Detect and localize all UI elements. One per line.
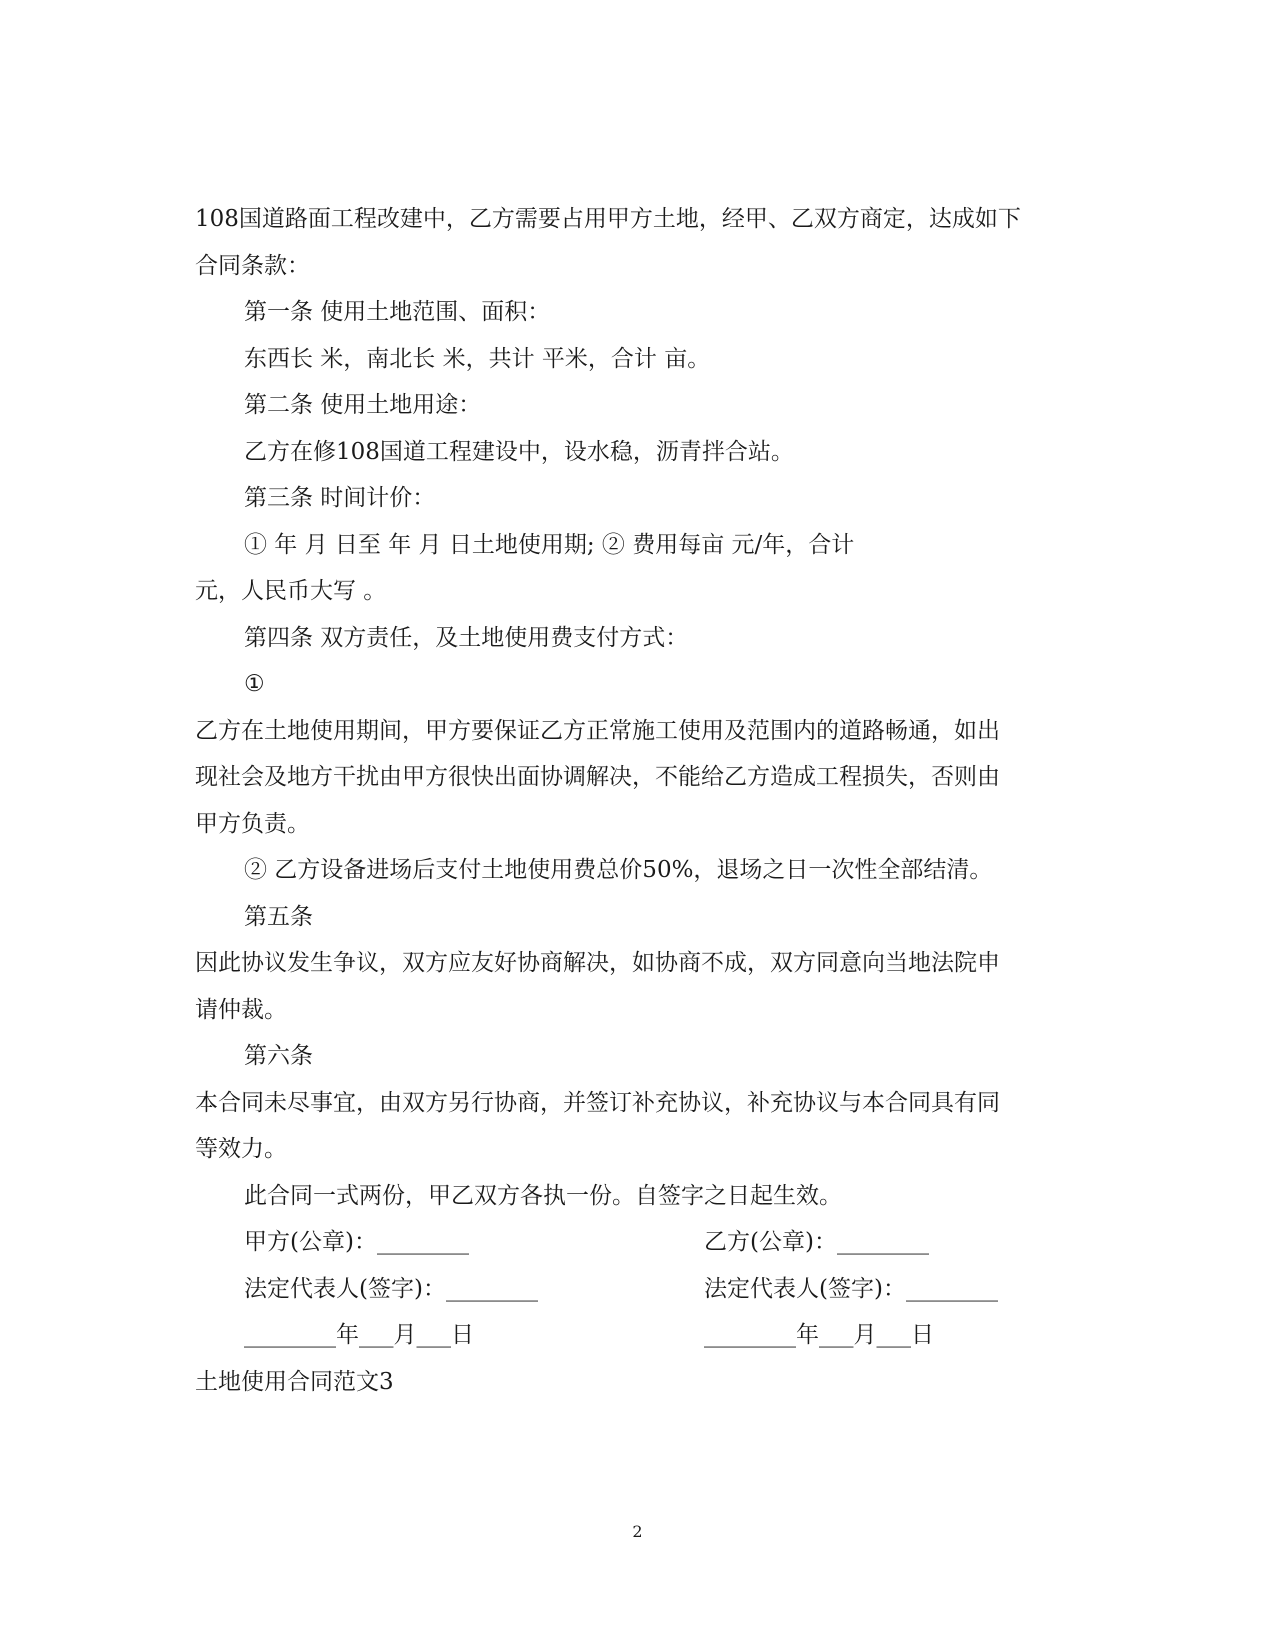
- article-3-heading: 第三条 时间计价：: [244, 485, 436, 511]
- party-b-seal-field: 乙方(公章)：________: [704, 1229, 929, 1255]
- party-a-date-field: ________年___月___日: [244, 1322, 474, 1348]
- article-4-item-1-marker: ①: [244, 671, 265, 697]
- article-4-item-1-line-2: 现社会及地方干扰由甲方很快出面协调解决，不能给乙方造成工程损失，否则由: [195, 764, 1000, 790]
- next-section-title: 土地使用合同范文3: [195, 1369, 394, 1395]
- closing-statement: 此合同一式两份，甲乙双方各执一份。自签字之日起生效。: [244, 1183, 842, 1209]
- party-a-seal-field: 甲方(公章)：________: [244, 1229, 469, 1255]
- article-5-heading: 第五条: [244, 904, 313, 930]
- article-2-body: 乙方在修108国道工程建设中，设水稳，沥青拌合站。: [244, 439, 794, 465]
- article-2-heading: 第二条 使用土地用途：: [244, 392, 482, 418]
- article-4-item-1-line-3: 甲方负责。: [195, 811, 310, 837]
- article-3-body-line-2: 元，人民币大写 。: [195, 578, 387, 604]
- article-6-heading: 第六条: [244, 1043, 313, 1069]
- paragraph-intro-line-2: 合同条款：: [195, 253, 310, 279]
- article-4-heading: 第四条 双方责任，及土地使用费支付方式：: [244, 625, 689, 651]
- party-b-representative-field: 法定代表人(签字)：________: [704, 1276, 998, 1302]
- party-b-date-field: ________年___月___日: [704, 1322, 934, 1348]
- article-1-body: 东西长 米，南北长 米，共计 平米，合计 亩。: [244, 346, 711, 372]
- article-4-item-1-line-1: 乙方在土地使用期间，甲方要保证乙方正常施工使用及范围内的道路畅通，如出: [195, 718, 1000, 744]
- article-3-body-line-1: ① 年 月 日至 年 月 日土地使用期; ② 费用每亩 元/年，合计: [244, 532, 855, 558]
- page-number: 2: [632, 1522, 643, 1541]
- article-5-body-line-1: 因此协议发生争议，双方应友好协商解决，如协商不成，双方同意向当地法院申: [195, 950, 1000, 976]
- article-6-body-line-2: 等效力。: [195, 1136, 287, 1162]
- article-6-body-line-1: 本合同未尽事宜，由双方另行协商，并签订补充协议，补充协议与本合同具有同: [195, 1090, 1000, 1116]
- article-4-item-2: ② 乙方设备进场后支付土地使用费总价50%，退场之日一次性全部结清。: [244, 857, 993, 883]
- article-1-heading: 第一条 使用土地范围、面积：: [244, 299, 551, 325]
- party-a-representative-field: 法定代表人(签字)：________: [244, 1276, 538, 1302]
- article-5-body-line-2: 请仲裁。: [195, 997, 287, 1023]
- paragraph-intro-line-1: 108国道路面工程改建中，乙方需要占用甲方土地，经甲、乙双方商定，达成如下: [195, 206, 1021, 232]
